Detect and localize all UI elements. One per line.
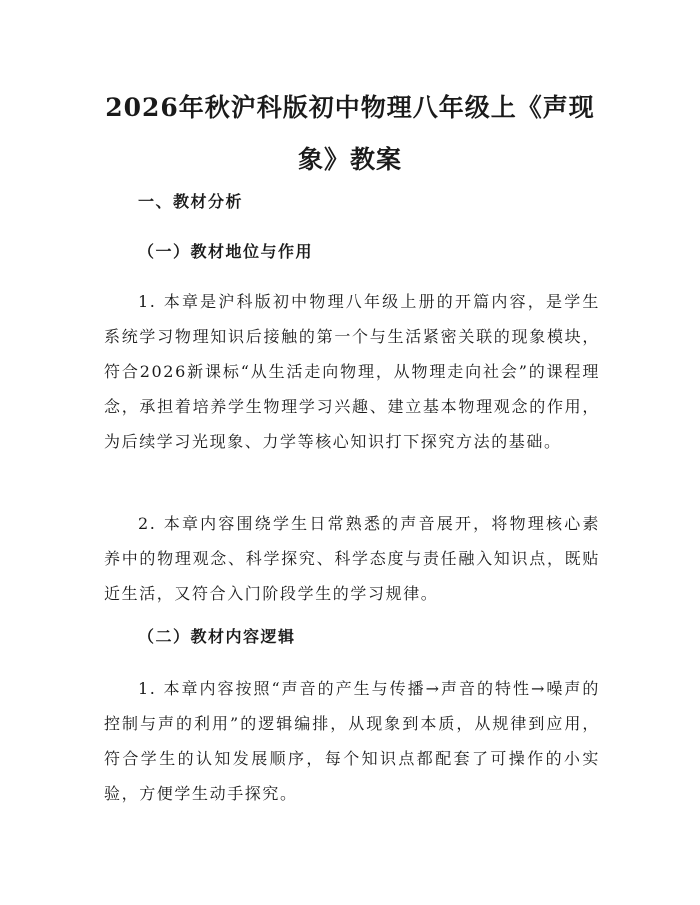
subsection-heading-material-position: （一）教材地位与作用 — [138, 242, 314, 261]
paragraph-content-logic-1: 1. 本章内容按照“声音的产生与传播→声音的特性→噪声的控制与声的利用”的逻辑编排，从现象到本质，从规律到应用，符合学生的认知发展顺序，每个知识点都配套了可操作的小实验，方便学生动手探究。 — [104, 679, 600, 803]
paragraph-material-position-2: 2. 本章内容围绕学生日常熟悉的声音展开，将物理核心素养中的物理观念、科学探究、科学态度与责任融入知识点，既贴近生活，又符合入门阶段学生的学习规律。 — [104, 514, 600, 603]
document-title: 2026年秋沪科版初中物理八年级上《声现象》教案 — [105, 93, 595, 174]
subsection-heading-content-logic: （二）教材内容逻辑 — [138, 627, 296, 646]
section-heading-teaching-material-analysis: 一、教材分析 — [138, 192, 244, 211]
paragraph-material-position-1: 1. 本章是沪科版初中物理八年级上册的开篇内容，是学生系统学习物理知识后接触的第一个与生活紧密关联的现象模块，符合2026新课标“从生活走向物理，从物理走向社会”的课程理念，承担着培养学生物理学习兴趣、建立基本物理观念的作用，为后续学习光现象、力学等核心知识打下探究方法的基础。 — [104, 292, 600, 451]
